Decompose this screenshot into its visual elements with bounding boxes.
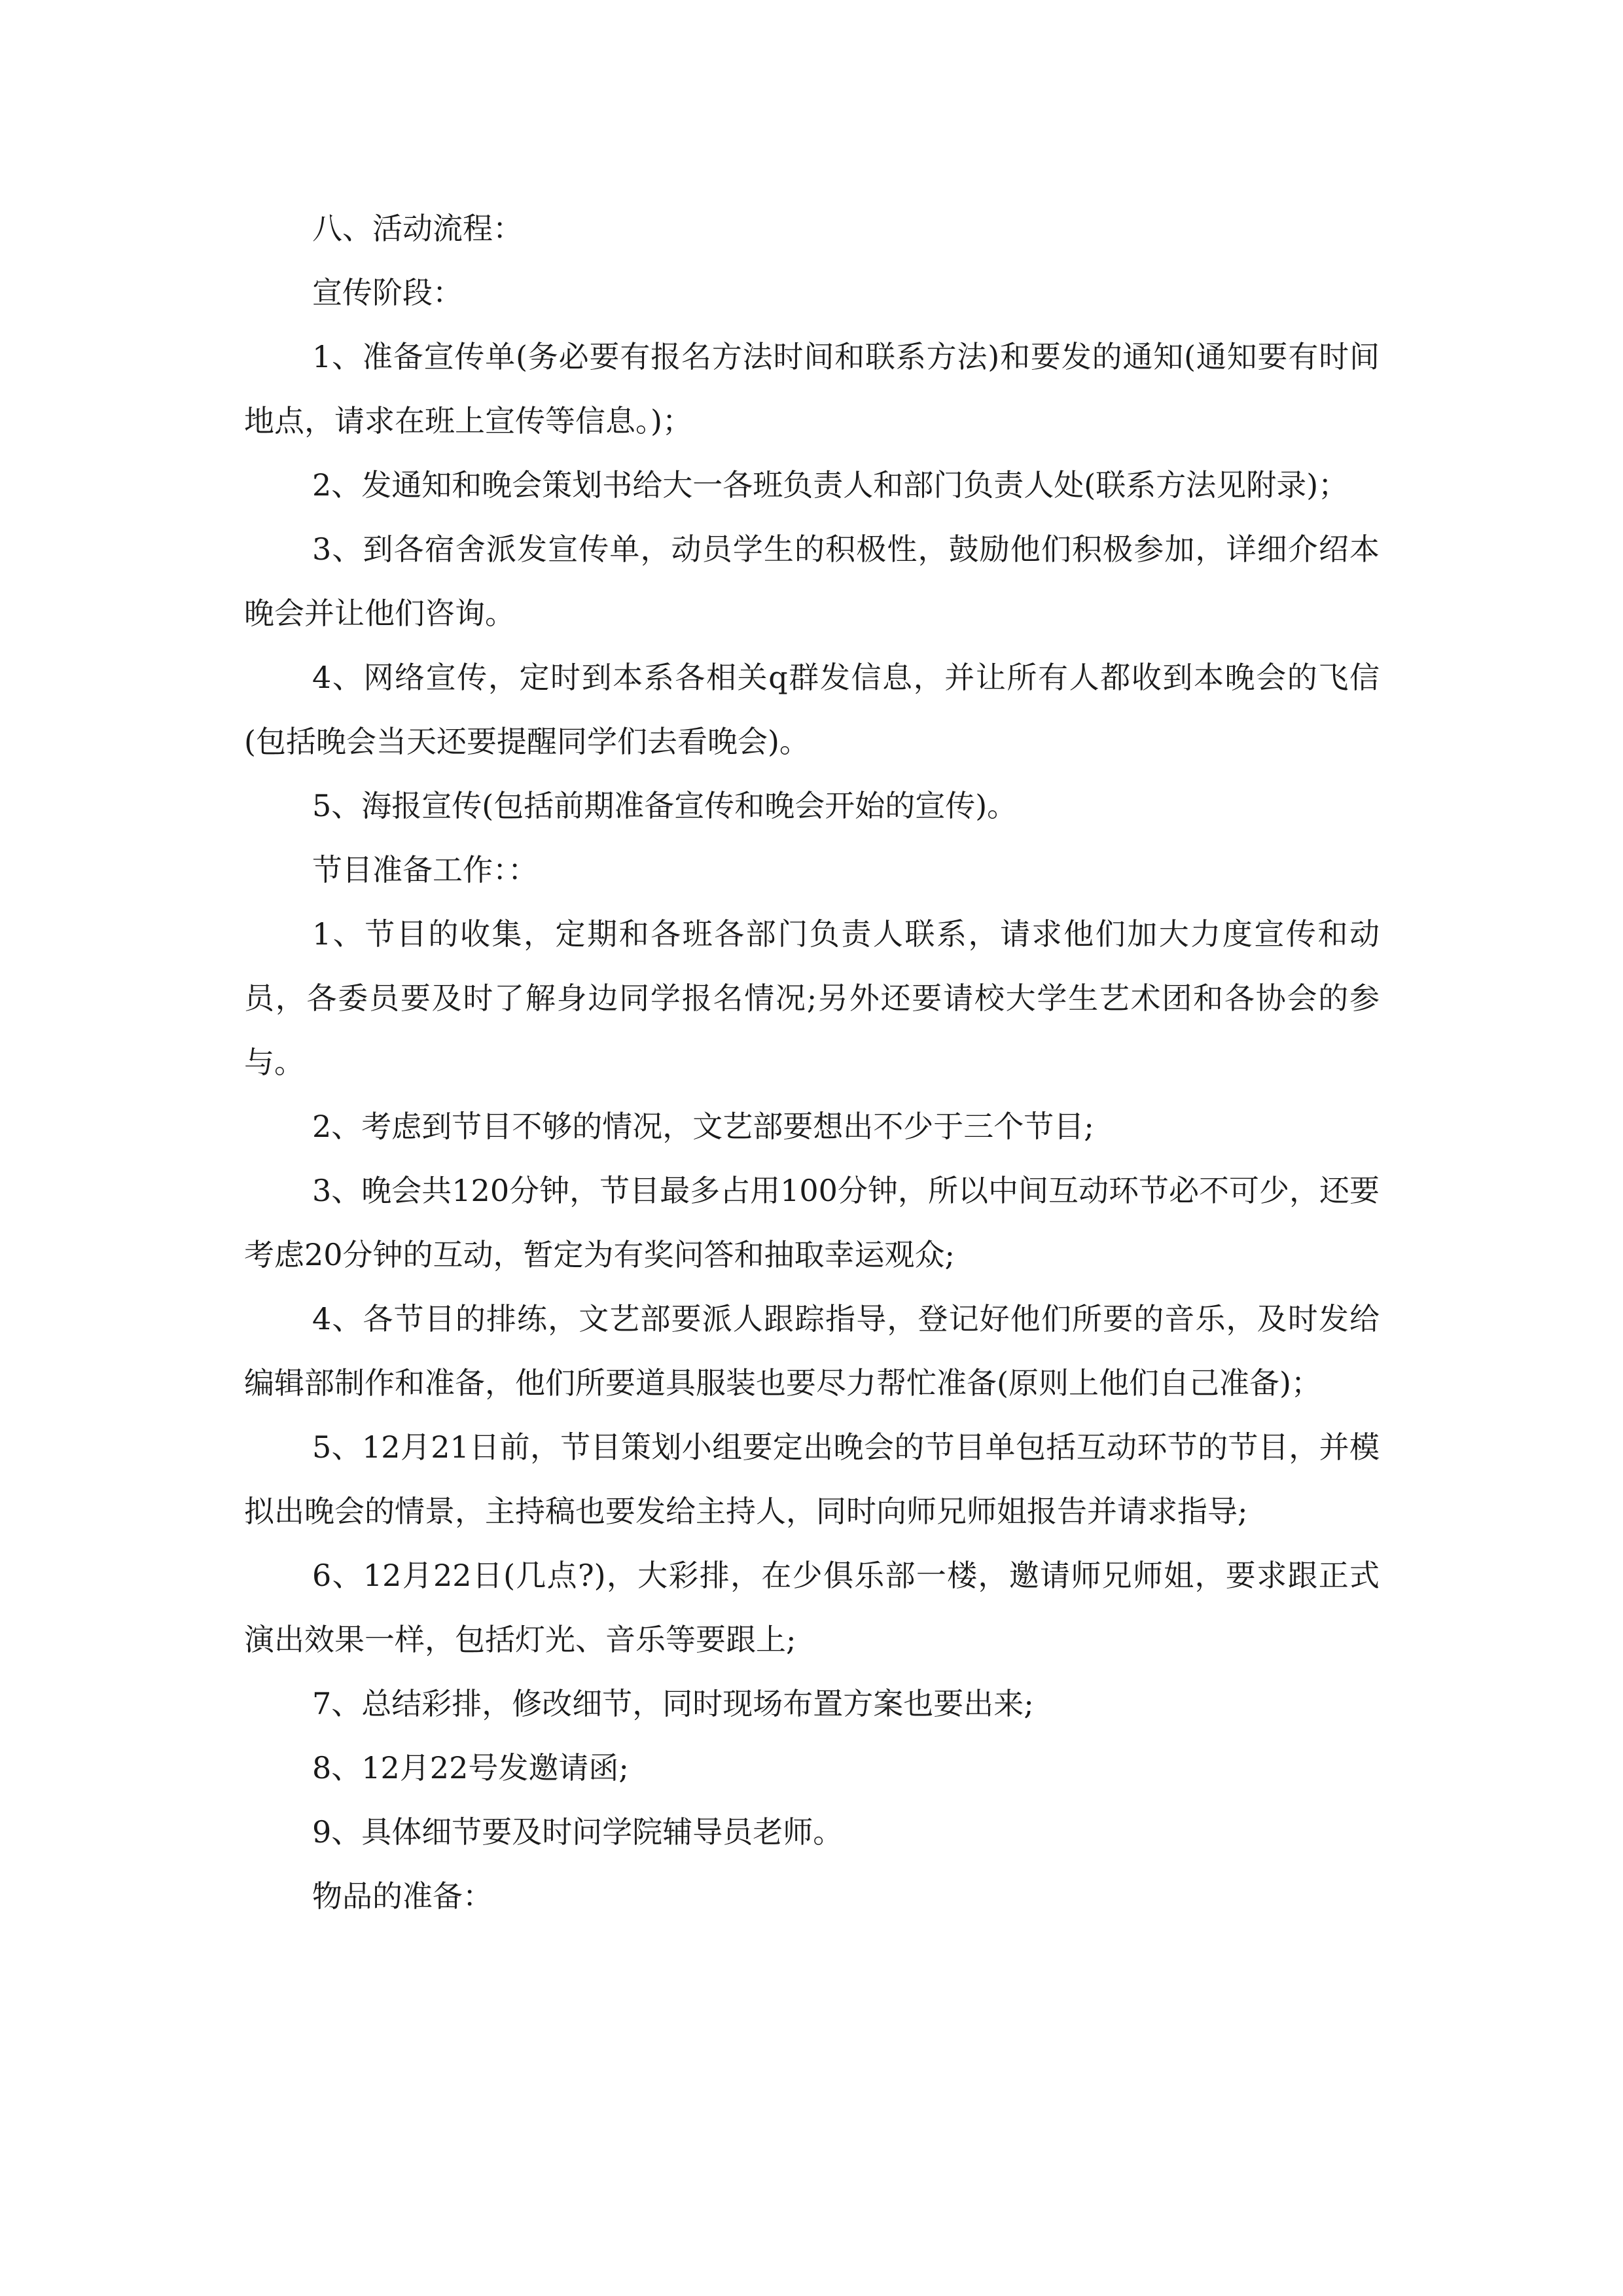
list-item: 2、发通知和晚会策划书给大一各班负责人和部门负责人处(联系方法见附录)； bbox=[312, 467, 1349, 503]
list-item: 6、12月22日(几点?)，大彩排，在少俱乐部一楼，邀请师兄师姐，要求跟正式演出效果一样，包括灯光、音乐等要跟上; bbox=[244, 1558, 1380, 1657]
list-item: 8、12月22号发邀请函; bbox=[312, 1750, 629, 1785]
list-item: 4、各节目的排练，文艺部要派人跟踪指导，登记好他们所要的音乐，及时发给编辑部制作和准备，他们所要道具服装也要尽力帮忙准备(原则上他们自己准备)； bbox=[244, 1301, 1380, 1401]
section-heading: 八、活动流程： bbox=[312, 211, 523, 246]
list-item: 1、节目的收集，定期和各班各部门负责人联系，请求他们加大力度宣传和动员，各委员要及时了解身边同学报名情况;另外还要请校大学生艺术团和各协会的参与。 bbox=[244, 916, 1380, 1080]
list-item: 2、考虑到节目不够的情况，文艺部要想出不少于三个节目; bbox=[312, 1109, 1094, 1144]
list-item: 5、12月21日前，节目策划小组要定出晚会的节目单包括互动环节的节目，并模拟出晚会的情景，主持稿也要发给主持人，同时向师兄师姐报告并请求指导; bbox=[244, 1429, 1380, 1529]
list-item: 5、海报宣传(包括前期准备宣传和晚会开始的宣传)。 bbox=[312, 788, 1018, 823]
list-item: 7、总结彩排，修改细节，同时现场布置方案也要出来; bbox=[312, 1686, 1034, 1721]
document-body bbox=[244, 196, 1380, 1928]
list-item: 3、到各宿舍派发宣传单，动员学生的积极性，鼓励他们积极参加，详细介绍本晚会并让他们咨询。 bbox=[244, 531, 1380, 631]
list-item: 9、具体细节要及时问学院辅导员老师。 bbox=[312, 1814, 844, 1850]
subsection-heading: 节目准备工作：： bbox=[312, 852, 538, 888]
list-item: 3、晚会共120分钟，节目最多占用100分钟，所以中间互动环节必不可少，还要考虑20分钟的互动，暂定为有奖问答和抽取幸运观众; bbox=[244, 1173, 1380, 1272]
subsection-heading: 宣传阶段： bbox=[312, 275, 463, 310]
list-item: 1、准备宣传单(务必要有报名方法时间和联系方法)和要发的通知(通知要有时间地点，请求在班上宣传等信息。)； bbox=[244, 339, 1380, 439]
list-item: 4、网络宣传，定时到本系各相关q群发信息，并让所有人都收到本晚会的飞信(包括晚会当天还要提醒同学们去看晚会)。 bbox=[244, 660, 1380, 759]
subsection-heading: 物品的准备： bbox=[312, 1878, 493, 1914]
